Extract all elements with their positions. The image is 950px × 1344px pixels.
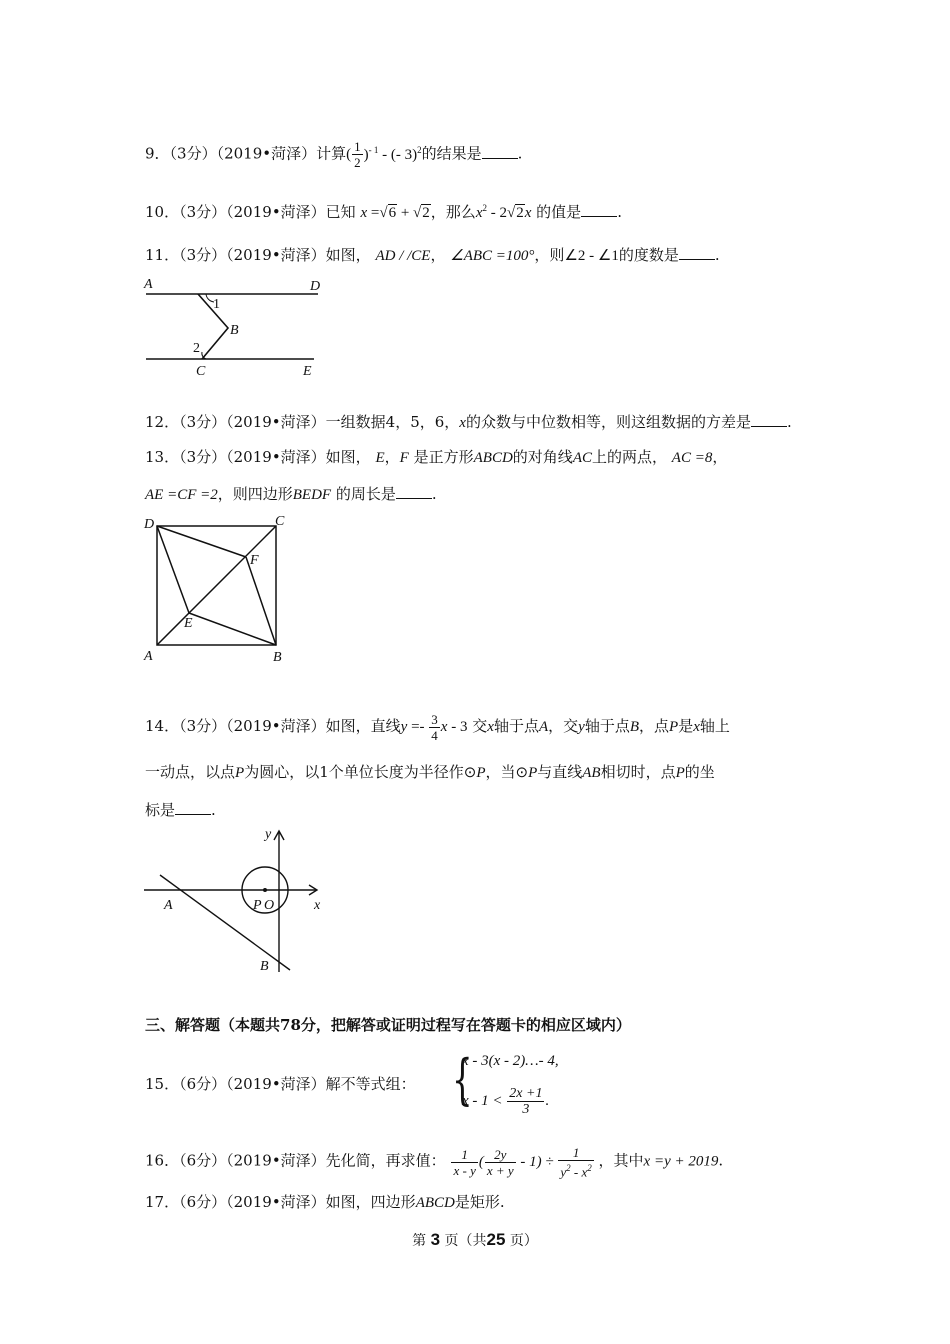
page-number: 3 xyxy=(430,1230,441,1249)
label-2: 2 xyxy=(193,341,200,356)
question-16: 16．（6分）（2019•菏泽）先化简，再求值： $\frac{1}{x - y}$ ( $\frac{2y}{x + y}$ - 1) ÷ $\frac{1}{y^2 - x^2}$ ，其中x =y + 2019. xyxy=(145,1145,724,1180)
label-D: D xyxy=(310,279,321,294)
answer-blank xyxy=(581,202,617,217)
section-3-heading: 三、解答题（本题共78分，把解答或证明过程写在答题卡的相应区域内） xyxy=(145,1016,631,1034)
answer-blank xyxy=(396,484,432,499)
label-x: x xyxy=(314,898,321,913)
label-E: E xyxy=(184,616,193,631)
label-B: B xyxy=(273,650,282,665)
question-13: 13．（3分）（2019•菏泽）如图， E，F 是正方形ABCD的对角线AC上的两点， AC =8， xyxy=(145,448,728,466)
x-equation: x =√6 + √2 xyxy=(360,205,430,221)
label-P: P xyxy=(253,898,262,913)
label-A: A xyxy=(144,649,153,664)
question-14-line3: 标是 . xyxy=(145,801,216,819)
label-B: B xyxy=(230,323,239,338)
figure-13 xyxy=(140,510,300,670)
question-14: 14．（3分）（2019•菏泽）如图，直线y =- $\frac{3}{4}$ x - 3 交x轴于点A，交y轴于点B，点P是x轴上 xyxy=(145,712,730,743)
label-A: A xyxy=(164,898,173,913)
figure-11 xyxy=(140,272,330,382)
expression: $x^2 - 2√2x$ xyxy=(475,203,532,221)
label-E: E xyxy=(303,364,312,379)
label-O: O xyxy=(264,898,275,913)
answer-blank xyxy=(175,800,211,815)
question-17: 17．（6分）（2019•菏泽）如图，四边形ABCD是矩形. xyxy=(145,1193,505,1211)
label-1: 1 xyxy=(213,297,220,312)
label-C: C xyxy=(196,364,206,379)
label-y: y xyxy=(265,827,272,842)
label-A: A xyxy=(144,277,153,292)
inequality-1: x - 3(x - 2)…- 4, xyxy=(462,1053,559,1069)
page-footer: 第 3 页（共25 页） xyxy=(412,1230,538,1249)
system-brace: { xyxy=(452,1048,473,1111)
answer-blank xyxy=(482,144,518,159)
point-P xyxy=(263,888,267,892)
answer-blank xyxy=(679,245,715,260)
figure-14 xyxy=(140,822,340,982)
label-C: C xyxy=(275,514,285,529)
label-D: D xyxy=(144,517,155,532)
question-11: 11．（3分）（2019•菏泽）如图， AD / /CE， ∠ABC =100°，则∠2 - ∠1的度数是 . xyxy=(145,246,720,264)
label-B: B xyxy=(260,959,269,974)
question-14-line2: 一动点，以点P为圆心，以1个单位长度为半径作⊙P，当⊙P与直线AB相切时，点P的坐 xyxy=(145,763,715,781)
answer-blank xyxy=(751,412,787,427)
question-9: 9．（3分）（2019•菏泽）计算( $\frac{1}{2}$ )$^{- 1}$ - (- 3)$^2$的结果是 . xyxy=(145,139,523,170)
fraction-half: $\frac{1}{2}$ xyxy=(354,139,361,170)
expression: $\frac{1}{x - y}$ ( $\frac{2y}{x + y}$ - 1) ÷ $\frac{1}{y^2 - x^2}$ xyxy=(453,1145,592,1180)
question-12: 12．（3分）（2019•菏泽）一组数据4，5，6，x的众数与中位数相等，则这组数据的方差是 . xyxy=(145,413,792,431)
question-13-line2: AE =CF =2，则四边形BEDF 的周长是 . xyxy=(145,485,437,503)
inequality-2: x - 1 < $\frac{2x +1}{3}$ . xyxy=(462,1086,550,1117)
label-F: F xyxy=(250,553,259,568)
question-15: 15．（6分）（2019•菏泽）解不等式组： xyxy=(145,1075,416,1093)
question-10: 10．（3分）（2019•菏泽）已知 x =√6 + √2，那么$x^2 - 2√2x$ 的值是 . xyxy=(145,203,622,221)
total-pages: 25 xyxy=(486,1230,506,1249)
line-equation: y =- $\frac{3}{4}$ x - 3 xyxy=(400,712,468,743)
